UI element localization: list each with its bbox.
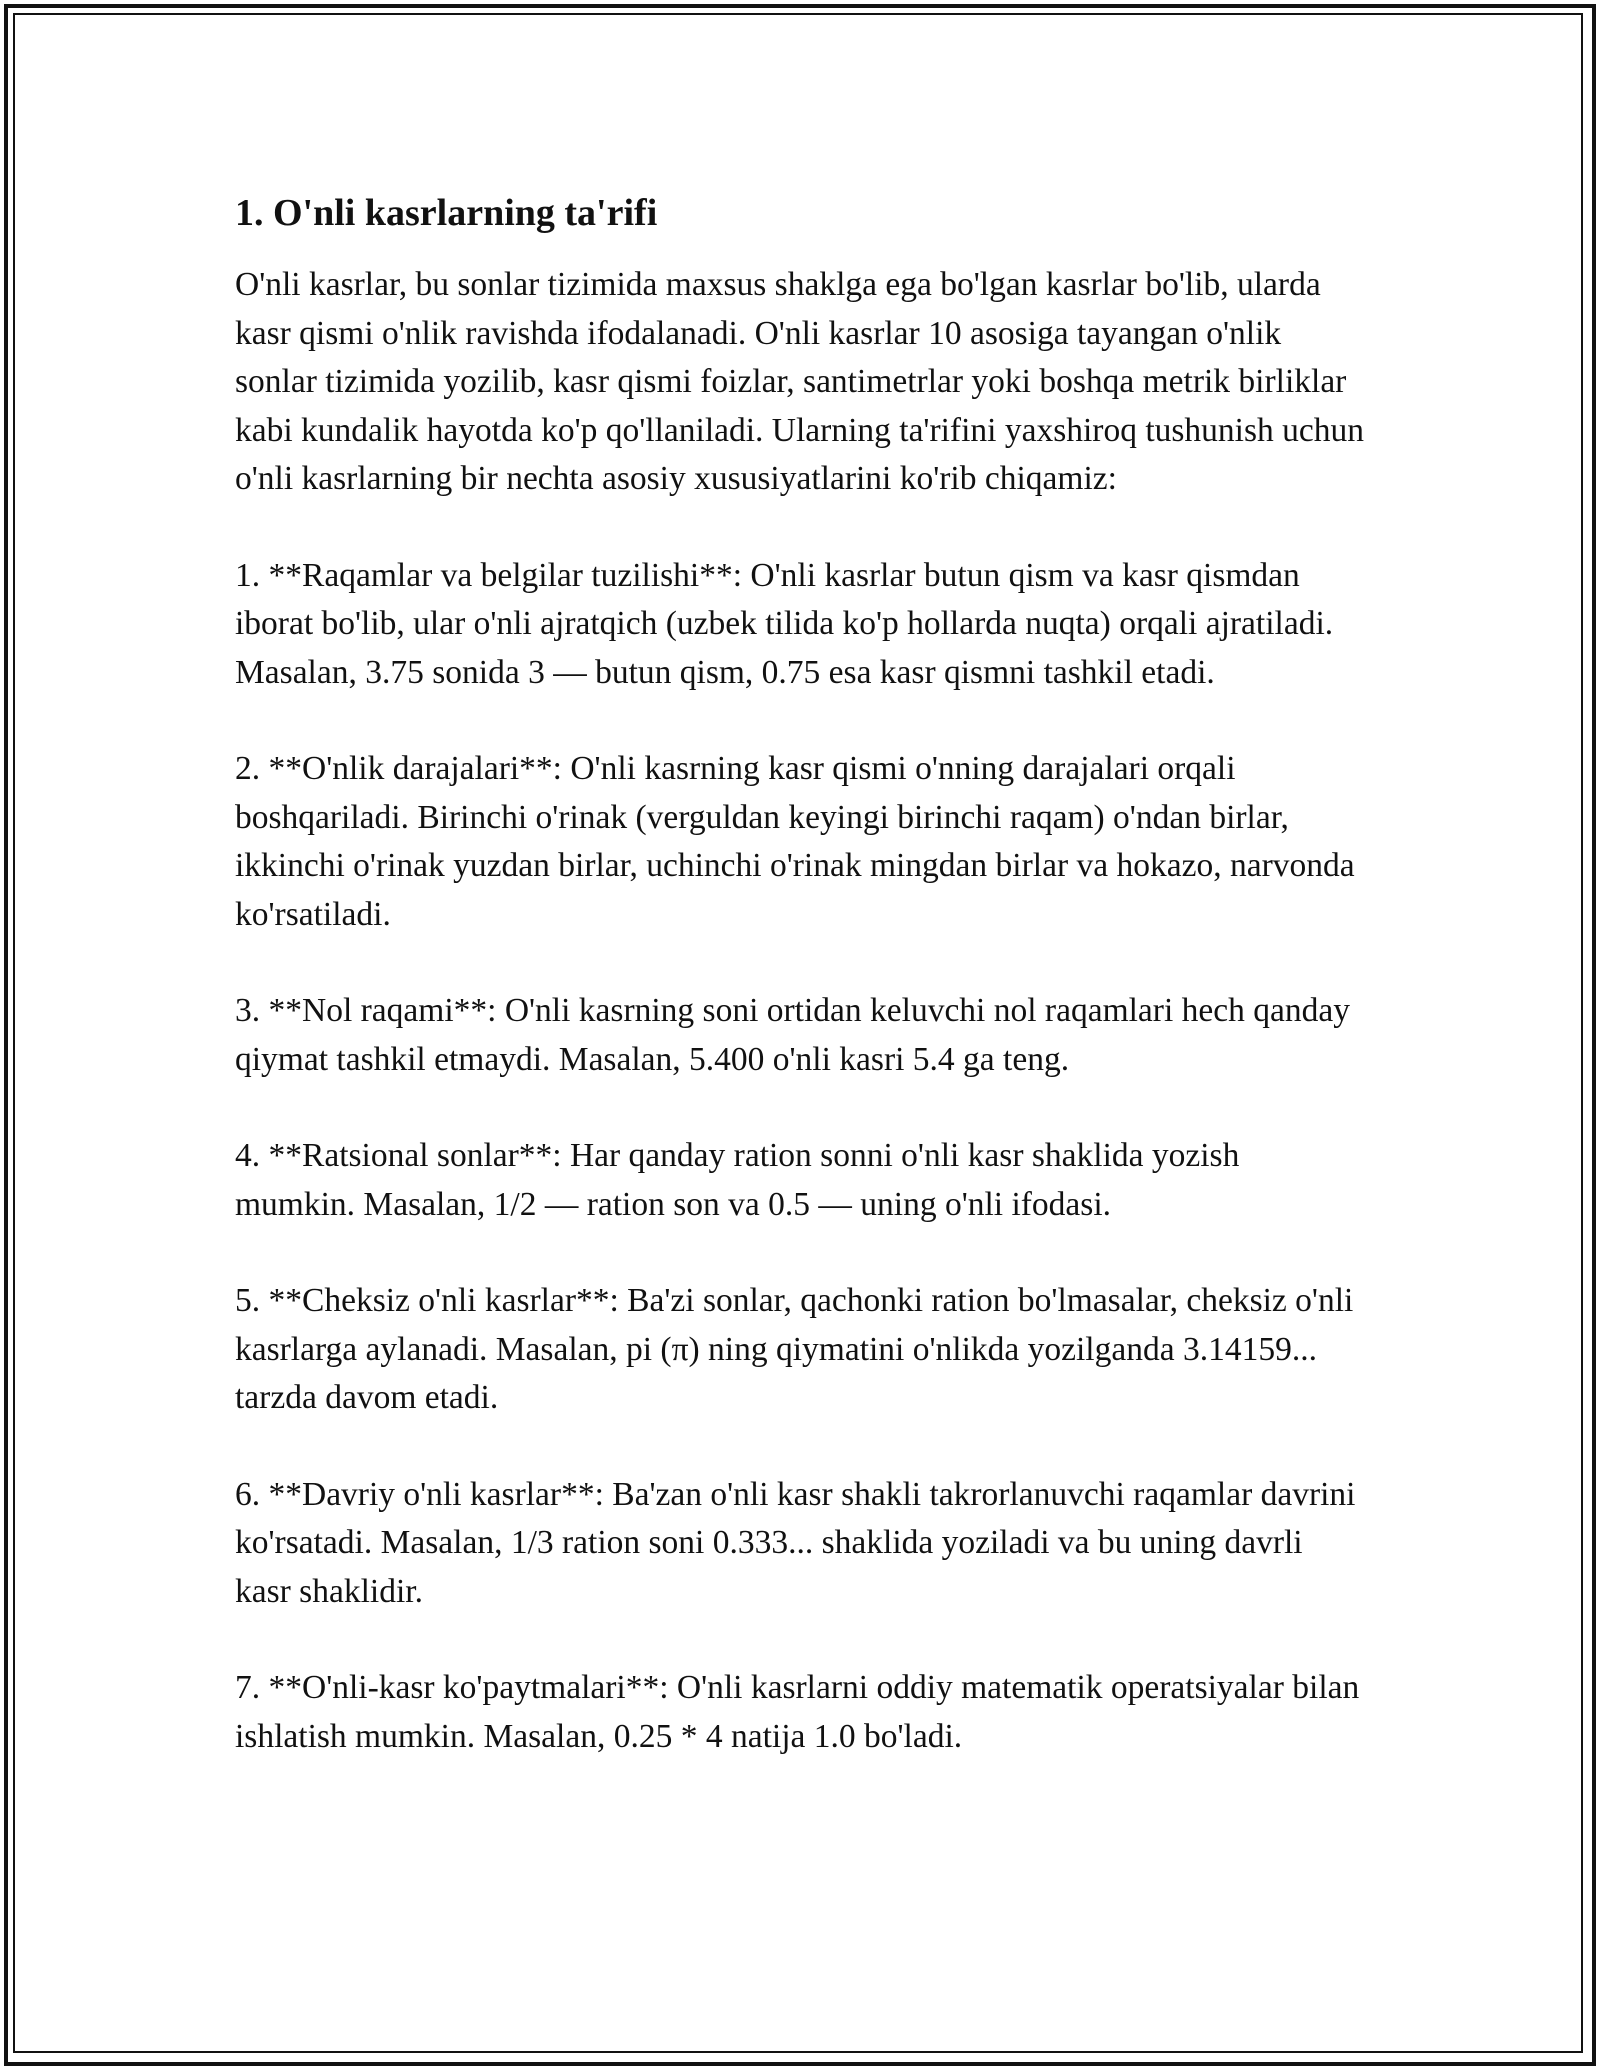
list-item-5: 5. **Cheksiz o'nli kasrlar**: Ba'zi sonlar, qachonki ration bo'lmasalar, cheksiz o'nli kasrlarga aylanadi. Masalan, pi (π) ning qiymatini o'nlikda yozilganda 3.14159... tarzda davom etadi. [235, 1282, 1354, 1416]
section-heading: 1. O'nli kasrlarning ta'rifi [235, 192, 658, 234]
document-body [235, 185, 1365, 1809]
list-item-4: 4. **Ratsional sonlar**: Har qanday ration sonni o'nli kasr shaklida yozish mumkin. Masalan, 1/2 — ration son va 0.5 — uning o'nli ifodasi. [235, 1137, 1240, 1223]
list-item-2: 2. **O'nlik darajalari**: O'nli kasrning kasr qismi o'nning darajalari orqali boshqariladi. Birinchi o'rinak (verguldan keyingi birinchi raqam) o'ndan birlar, ikkinchi o'rinak yuzdan birlar, uchinchi o'rinak mingdan birlar va hokazo, narvonda ko'rsatiladi. [235, 750, 1355, 933]
list-item-7: 7. **O'nli-kasr ko'paytmalari**: O'nli kasrlarni oddiy matematik operatsiyalar bilan ishlatish mumkin. Masalan, 0.25 * 4 natija 1.0 bo'ladi. [235, 1669, 1360, 1755]
list-item-3: 3. **Nol raqami**: O'nli kasrning soni ortidan keluvchi nol raqamlari hech qanday qiymat tashkil etmaydi. Masalan, 5.400 o'nli kasri 5.4 ga teng. [235, 992, 1350, 1078]
list-item-6: 6. **Davriy o'nli kasrlar**: Ba'zan o'nli kasr shakli takrorlanuvchi raqamlar davrini ko'rsatadi. Masalan, 1/3 ration soni 0.333... shaklida yoziladi va bu uning davrli kasr shaklidir. [235, 1475, 1356, 1610]
list-item-1: 1. **Raqamlar va belgilar tuzilishi**: O'nli kasrlar butun qism va kasr qismdan iborat bo'lib, ular o'nli ajratqich (uzbek tilida ko'p hollarda nuqta) orqali ajratiladi. Masalan, 3.75 sonida 3 — butun qism, 0.75 esa kasr qismni tashkil etadi. [235, 556, 1334, 691]
intro-paragraph: O'nli kasrlar, bu sonlar tizimida maxsus shaklga ega bo'lgan kasrlar bo'lib, ularda kasr qismi o'nlik ravishda ifodalanadi. O'nli kasrlar 10 asosiga tayangan o'nlik sonlar tizimida yozilib, kasr qismi foizlar, santimetrlar yoki boshqa metrik birliklar kabi kundalik hayotda ko'p qo'llaniladi. Ularning ta'rifini yaxshiroq tushunish uchun o'nli kasrlarning bir nechta asosiy xususiyatlarini ko'rib chiqamiz: [235, 266, 1365, 497]
